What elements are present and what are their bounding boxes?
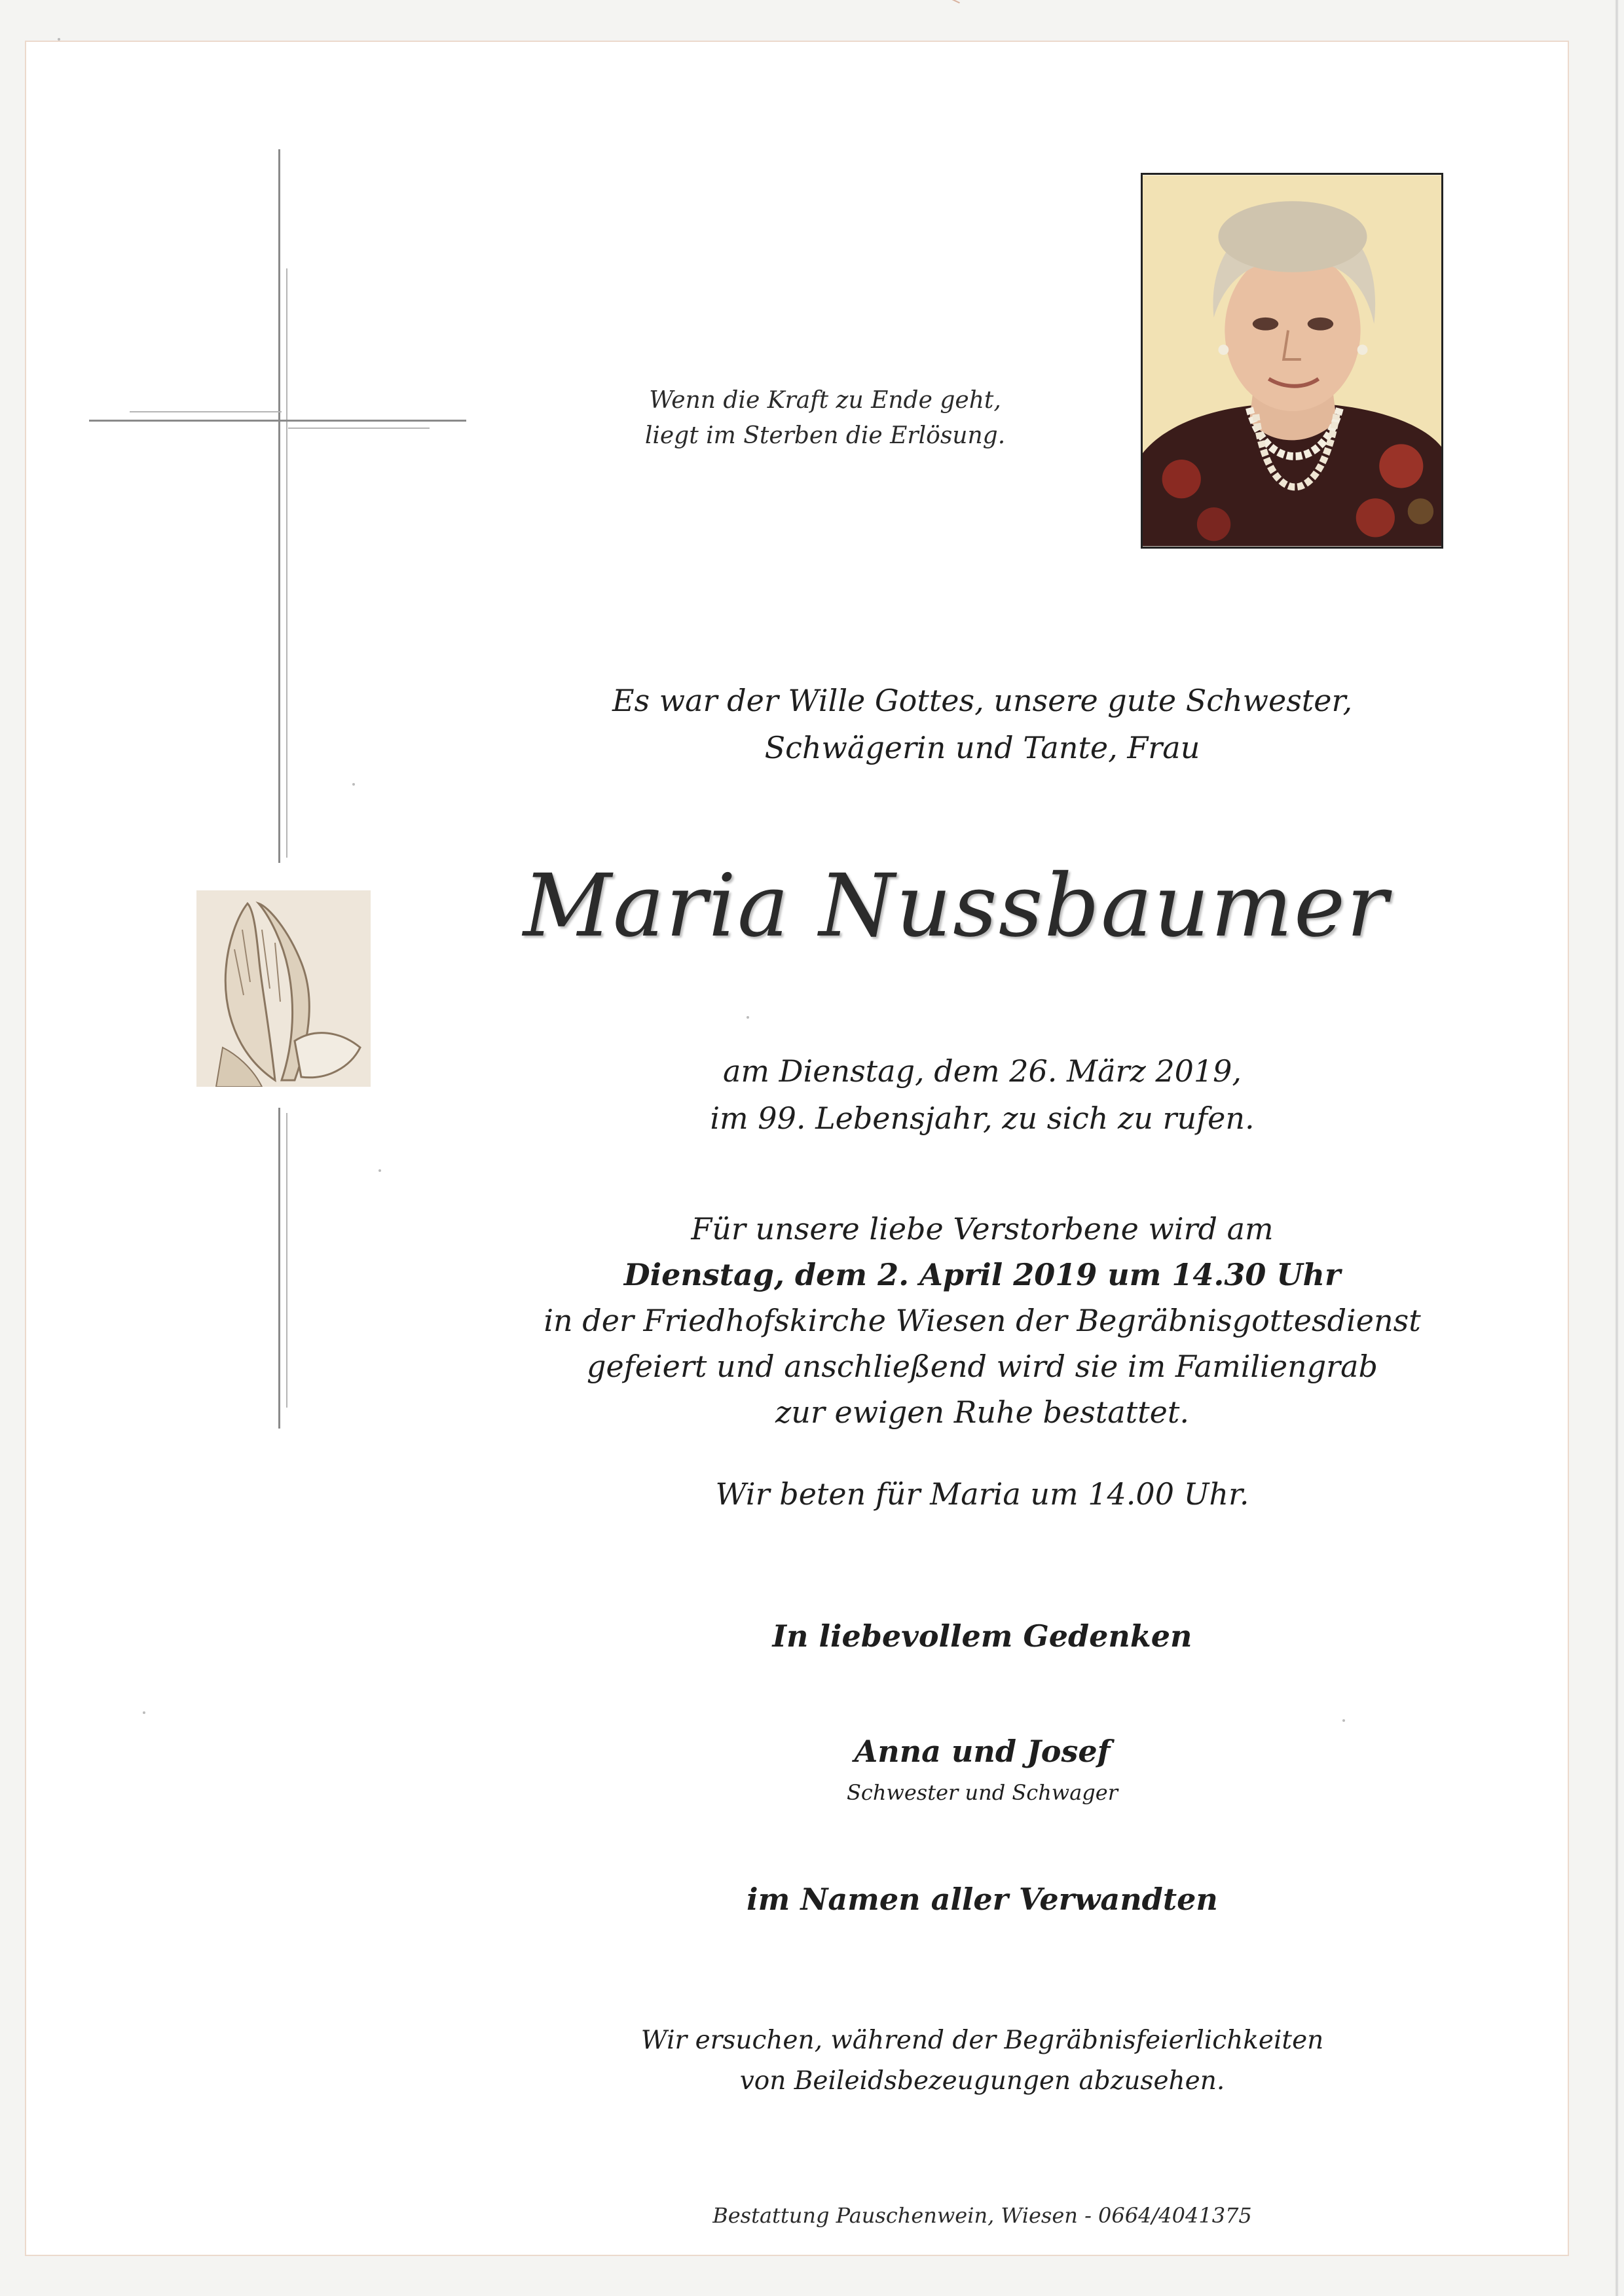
death-info	[537, 1048, 1428, 1142]
mourner-names: Anna und Josef	[854, 1734, 1111, 1769]
motto-quote	[550, 383, 1100, 454]
scan-mark	[948, 0, 960, 9]
funeral-line: in der Friedhofskirche Wiesen der Begräbnisgottesdienst	[544, 1303, 1421, 1338]
scan-speck	[1342, 1719, 1345, 1722]
death-line: am Dienstag, dem 26. März 2019,	[722, 1053, 1242, 1089]
scan-speck	[58, 38, 60, 41]
intro-line: Es war der Wille Gottes, unsere gute Schwester,	[612, 683, 1353, 718]
intro-line: Schwägerin und Tante, Frau	[764, 730, 1200, 765]
funeral-home-footer: Bestattung Pauschenwein, Wiesen - 0664/4041375	[712, 2203, 1252, 2228]
request-line: Wir ersuchen, während der Begräbnisfeierlichkeiten	[640, 2026, 1324, 2055]
funeral-line: Für unsere liebe Verstorbene wird am	[691, 1211, 1274, 1247]
intro-text	[537, 677, 1428, 771]
funeral-date: Dienstag, dem 2. April 2019 um 14.30 Uhr	[623, 1257, 1341, 1292]
motto-line: Wenn die Kraft zu Ende geht,	[649, 387, 1001, 414]
prayer-info: Wir beten für Maria um 14.00 Uhr.	[715, 1476, 1249, 1512]
praying-hands-icon	[196, 890, 371, 1087]
relatives-line: im Namen aller Verwandten	[747, 1882, 1218, 1917]
portrait-photo	[1141, 173, 1443, 549]
scan-speck	[352, 783, 355, 786]
funeral-line: zur ewigen Ruhe bestattet.	[775, 1394, 1189, 1430]
condolence-request	[537, 2020, 1428, 2102]
deceased-name: Maria Nussbaumer	[523, 856, 1390, 957]
memory-heading: In liebevollem Gedenken	[772, 1618, 1192, 1654]
motto-line: liegt im Sterben die Erlösung.	[644, 422, 1006, 449]
funeral-line: gefeiert und anschließend wird sie im Familiengrab	[587, 1349, 1378, 1384]
funeral-info	[498, 1206, 1467, 1435]
mourner-relation: Schwester und Schwager	[847, 1780, 1118, 1805]
scan-speck	[378, 1169, 381, 1172]
request-line: von Beileidsbezeugungen abzusehen.	[739, 2066, 1225, 2096]
scan-speck	[747, 1016, 749, 1019]
death-line: im 99. Lebensjahr, zu sich zu rufen.	[710, 1101, 1255, 1136]
scan-edge	[1615, 0, 1619, 2296]
scan-speck	[143, 1711, 145, 1714]
